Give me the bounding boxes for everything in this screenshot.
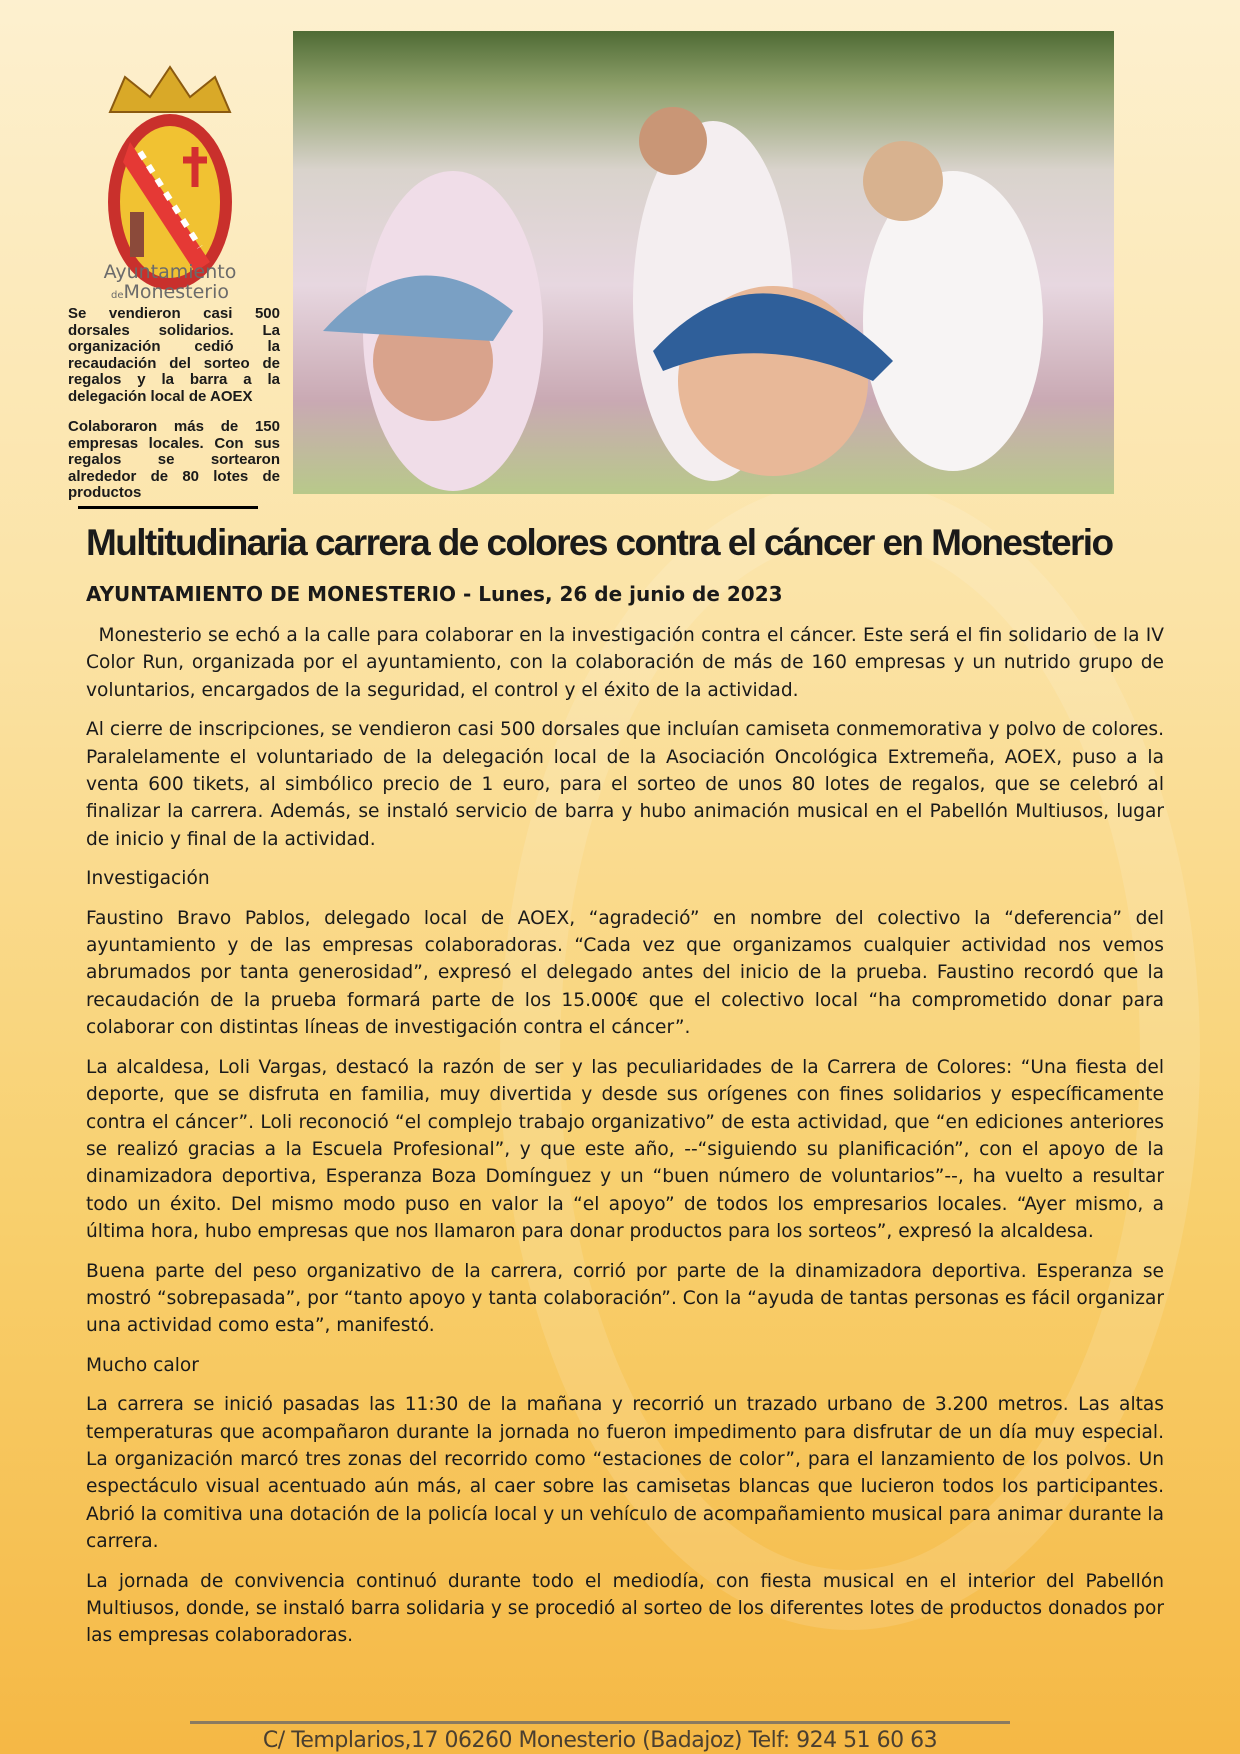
subheading: Mucho calor (86, 1354, 199, 1376)
paragraph: Al cierre de inscripciones, se vendieron casi 500 dorsales que incluían camiseta conmemorativa y polvo de colores. Paralelamente el voluntariado de la delegación local de la Asociación Oncológica Extremeña, AOEX, puso a la venta 600 tikets, al simbólico precio de 1 euro, para el sorteo de unos 80 lotes de regalos, que se celebró al finalizar la carrera. Además, se instaló servicio de barra y hubo animación musical en el Pabellón Multiusos, lugar de inicio y final de la actividad. (86, 719, 1164, 850)
paragraph: La alcaldesa, Loli Vargas, destacó la razón de ser y las peculiaridades de la Carrera de Colores: “Una fiesta del deporte, que se disfruta en familia, muy divertida y desde sus orígenes con fines solidarios y específicamente contra el cáncer”. Loli reconoció “el complejo trabajo organizativo” de esta actividad, que “en ediciones anteriores se realizó gracias a la Escuela Profesional”, y que este año, --“siguiendo su planificación”, con el apoyo de la dinamizadora deportiva, Esperanza Boza Domínguez y un “buen número de voluntarios”--, ha vuelto a resultar todo un éxito. Del mismo modo puso en valor la “el apoyo” de todos los empresarios locales. “Ayer mismo, a última hora, hubo empresas que nos llamaron para donar productos para los sorteos”, expresó la alcaldesa. (86, 1056, 1164, 1243)
highlight: Colaboraron más de 150 empresas locales. Con sus regalos se sortearon alrededor de 80 lotes de productos (68, 418, 280, 501)
article-body (86, 622, 1164, 1662)
color-run-photo (293, 31, 1114, 494)
article-byline: AYUNTAMIENTO DE MONESTERIO - Lunes, 26 de junio de 2023 (86, 582, 783, 606)
sidebar-highlights (68, 306, 280, 516)
paragraph: Monesterio se echó a la calle para colaborar en la investigación contra el cáncer. Este será el fin solidario de la IV Color Run, organizada por el ayuntamiento, con la colaboración de más de 160 empresas y un nutrido grupo de voluntarios, encargados de la seguridad, el control y el éxito de la actividad. (86, 625, 1164, 701)
divider (78, 506, 258, 509)
paragraph: Faustino Bravo Pablos, delegado local de AOEX, “agradeció” en nombre del colectivo la “deferencia” del ayuntamiento y de las empresas colaboradoras. “Cada vez que organizamos cualquier actividad nos vemos abrumados por tanta generosidad”, expresó el delegado antes del inicio de la prueba. Faustino recordó que la recaudación de la prueba formará parte de los 15.000€ que el colectivo local “ha comprometido donar para colaborar con distintas líneas de investigación contra el cáncer”. (86, 907, 1164, 1039)
logo-de: de (110, 290, 124, 301)
article-title: Multitudinaria carrera de colores contra el cáncer en Monesterio (86, 522, 1113, 563)
footer-address: C/ Templarios,17 06260 Monesterio (Badajoz) Telf: 924 51 60 63 (262, 1728, 938, 1753)
paragraph: La carrera se inició pasadas las 11:30 de la mañana y recorrió un trazado urbano de 3.200 metros. Las altas temperaturas que acompañaron durante la jornada no fueron impedimento para disfrutar de un día muy especial. La organización marcó tres zonas del recorrido como “estaciones de color”, para el lanzamiento de los polvos. Un espectáculo visual acentuado aún más, al caer sobre las camisetas blancas que lucieron todos los participantes. Abrió la comitiva una dotación de la policía local y un vehículo de acompañamiento musical para animar durante la carrera. (86, 1394, 1164, 1553)
footer-divider (190, 1721, 1010, 1724)
highlight: Se vendieron casi 500 dorsales solidarios. La organización cedió la recaudación del sorteo de regalos y la barra a la delegación local de AOEX (68, 305, 280, 405)
logo-text (80, 262, 260, 306)
logo-line2: Monesterio (123, 281, 229, 303)
paragraph: Buena parte del peso organizativo de la carrera, corrió por parte de la dinamizadora deportiva. Esperanza se mostró “sobrepasada”, por “tanto apoyo y tanta colaboración”. Con la “ayuda de tantas personas es fácil organizar una actividad como esta”, manifestó. (86, 1260, 1164, 1337)
subheading: Investigación (86, 868, 210, 890)
logo-line1: Ayuntamiento (103, 261, 237, 283)
paragraph: La jornada de convivencia continuó durante todo el mediodía, con fiesta musical en el interior del Pabellón Multiusos, donde, se instaló barra solidaria y se procedió al sorteo de los diferentes lotes de productos donados por las empresas colaboradoras. (86, 1570, 1164, 1647)
